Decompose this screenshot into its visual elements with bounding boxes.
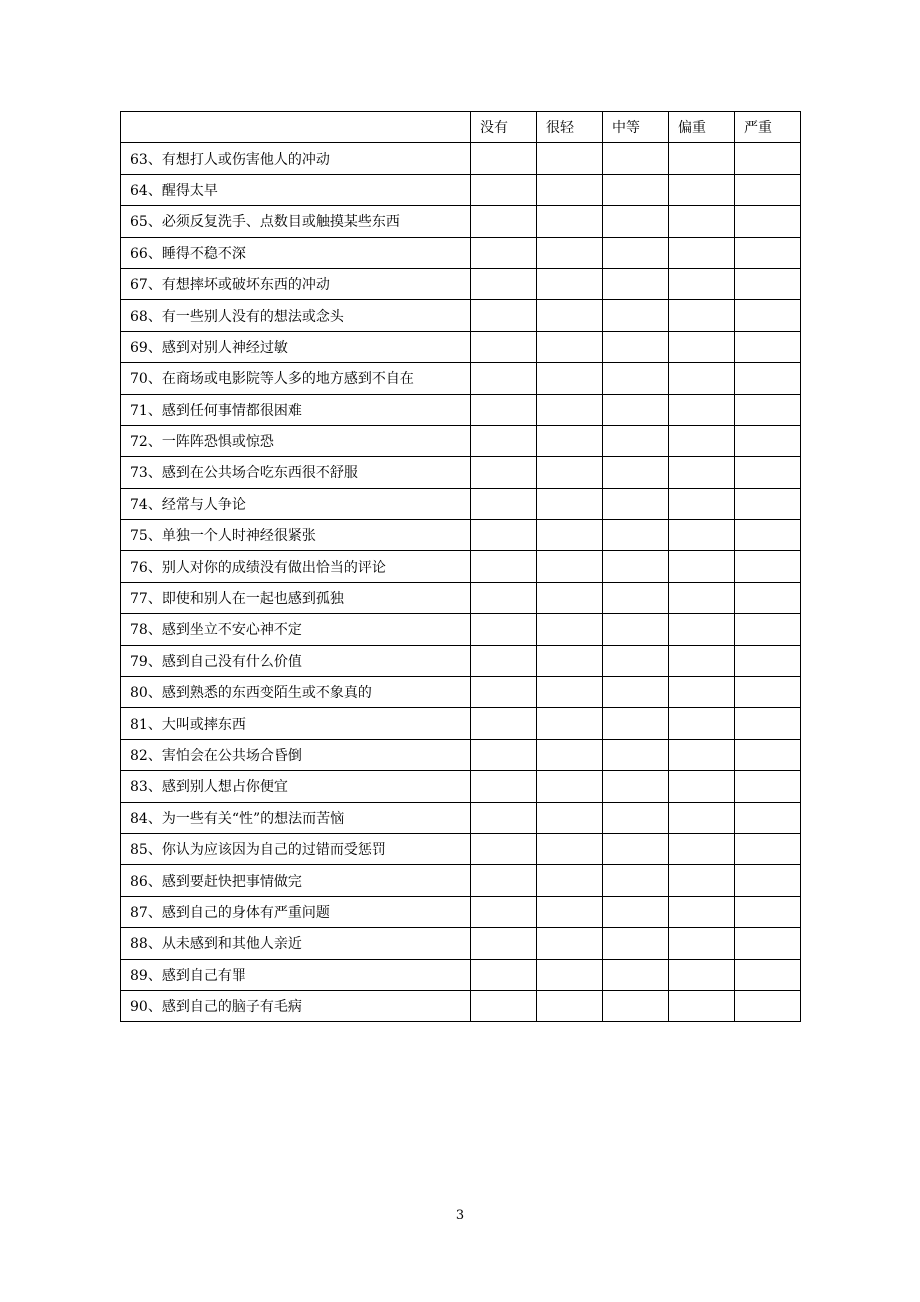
item-label: 63、有想打人或伤害他人的冲动	[121, 143, 471, 174]
rating-cell-mild[interactable]	[537, 268, 603, 299]
rating-cell-mild[interactable]	[537, 896, 603, 927]
rating-cell-none[interactable]	[471, 394, 537, 425]
rating-cell-none[interactable]	[471, 425, 537, 456]
page-number: 3	[455, 1208, 465, 1223]
rating-cell-moderate[interactable]	[603, 551, 669, 582]
rating-cell-mild[interactable]	[537, 237, 603, 268]
rating-cell-extreme[interactable]	[735, 300, 801, 331]
rating-cell-mild[interactable]	[537, 520, 603, 551]
item-label: 71、感到任何事情都很困难	[121, 394, 471, 425]
rating-cell-none[interactable]	[471, 802, 537, 833]
rating-cell-none[interactable]	[471, 300, 537, 331]
table-row	[121, 928, 801, 959]
rating-cell-extreme[interactable]	[735, 739, 801, 770]
rating-cell-mild[interactable]	[537, 551, 603, 582]
rating-cell-extreme[interactable]	[735, 645, 801, 676]
header-option-moderate: 中等	[603, 112, 669, 143]
item-label: 86、感到要赶快把事情做完	[121, 865, 471, 896]
rating-cell-none[interactable]	[471, 928, 537, 959]
rating-cell-extreme[interactable]	[735, 990, 801, 1021]
rating-cell-severe[interactable]	[669, 237, 735, 268]
rating-cell-moderate[interactable]	[603, 143, 669, 174]
item-label: 74、经常与人争论	[121, 488, 471, 519]
rating-cell-severe[interactable]	[669, 268, 735, 299]
rating-cell-moderate[interactable]	[603, 457, 669, 488]
rating-cell-none[interactable]	[471, 520, 537, 551]
rating-cell-severe[interactable]	[669, 928, 735, 959]
rating-cell-extreme[interactable]	[735, 425, 801, 456]
rating-cell-none[interactable]	[471, 896, 537, 927]
item-label: 64、醒得太早	[121, 174, 471, 205]
table-row	[121, 520, 801, 551]
table-row	[121, 582, 801, 613]
header-option-severe: 偏重	[669, 112, 735, 143]
rating-cell-mild[interactable]	[537, 614, 603, 645]
table-row	[121, 237, 801, 268]
rating-cell-severe[interactable]	[669, 488, 735, 519]
rating-cell-extreme[interactable]	[735, 865, 801, 896]
item-label: 79、感到自己没有什么价值	[121, 645, 471, 676]
item-label: 72、一阵阵恐惧或惊恐	[121, 425, 471, 456]
rating-cell-extreme[interactable]	[735, 896, 801, 927]
table-row	[121, 645, 801, 676]
table-row	[121, 394, 801, 425]
symptom-rating-table	[120, 111, 801, 1022]
rating-cell-mild[interactable]	[537, 394, 603, 425]
rating-cell-moderate[interactable]	[603, 425, 669, 456]
table-row	[121, 708, 801, 739]
table-row	[121, 206, 801, 237]
table-row	[121, 300, 801, 331]
rating-cell-none[interactable]	[471, 363, 537, 394]
rating-cell-mild[interactable]	[537, 677, 603, 708]
rating-cell-moderate[interactable]	[603, 237, 669, 268]
rating-cell-mild[interactable]	[537, 425, 603, 456]
rating-cell-extreme[interactable]	[735, 708, 801, 739]
rating-cell-severe[interactable]	[669, 677, 735, 708]
rating-cell-none[interactable]	[471, 206, 537, 237]
rating-cell-extreme[interactable]	[735, 457, 801, 488]
rating-cell-extreme[interactable]	[735, 237, 801, 268]
item-label: 83、感到别人想占你便宜	[121, 771, 471, 802]
item-label: 66、睡得不稳不深	[121, 237, 471, 268]
rating-cell-extreme[interactable]	[735, 268, 801, 299]
rating-cell-mild[interactable]	[537, 457, 603, 488]
rating-cell-extreme[interactable]	[735, 174, 801, 205]
rating-cell-mild[interactable]	[537, 331, 603, 362]
rating-cell-extreme[interactable]	[735, 551, 801, 582]
item-label: 90、感到自己的脑子有毛病	[121, 990, 471, 1021]
table-row	[121, 551, 801, 582]
rating-cell-moderate[interactable]	[603, 771, 669, 802]
rating-cell-moderate[interactable]	[603, 990, 669, 1021]
rating-cell-moderate[interactable]	[603, 833, 669, 864]
table-row	[121, 268, 801, 299]
item-label: 67、有想摔坏或破坏东西的冲动	[121, 268, 471, 299]
table-row	[121, 771, 801, 802]
rating-cell-none[interactable]	[471, 677, 537, 708]
table-row	[121, 331, 801, 362]
rating-cell-severe[interactable]	[669, 959, 735, 990]
item-label: 68、有一些别人没有的想法或念头	[121, 300, 471, 331]
rating-cell-extreme[interactable]	[735, 488, 801, 519]
header-option-none: 没有	[471, 112, 537, 143]
rating-cell-none[interactable]	[471, 237, 537, 268]
rating-cell-none[interactable]	[471, 959, 537, 990]
rating-cell-severe[interactable]	[669, 739, 735, 770]
rating-cell-moderate[interactable]	[603, 802, 669, 833]
rating-cell-mild[interactable]	[537, 363, 603, 394]
item-label: 77、即使和别人在一起也感到孤独	[121, 582, 471, 613]
rating-cell-moderate[interactable]	[603, 520, 669, 551]
rating-cell-moderate[interactable]	[603, 488, 669, 519]
rating-cell-extreme[interactable]	[735, 582, 801, 613]
table-row	[121, 739, 801, 770]
table-row	[121, 833, 801, 864]
table-row	[121, 896, 801, 927]
rating-cell-mild[interactable]	[537, 174, 603, 205]
table-row	[121, 677, 801, 708]
rating-cell-mild[interactable]	[537, 708, 603, 739]
rating-cell-none[interactable]	[471, 582, 537, 613]
rating-cell-moderate[interactable]	[603, 268, 669, 299]
rating-cell-moderate[interactable]	[603, 896, 669, 927]
rating-cell-none[interactable]	[471, 488, 537, 519]
rating-cell-moderate[interactable]	[603, 582, 669, 613]
rating-cell-moderate[interactable]	[603, 363, 669, 394]
rating-cell-mild[interactable]	[537, 582, 603, 613]
table-row	[121, 143, 801, 174]
rating-cell-moderate[interactable]	[603, 708, 669, 739]
rating-cell-mild[interactable]	[537, 802, 603, 833]
item-label: 85、你认为应该因为自己的过错而受惩罚	[121, 833, 471, 864]
table-row	[121, 865, 801, 896]
rating-cell-mild[interactable]	[537, 833, 603, 864]
rating-cell-none[interactable]	[471, 645, 537, 676]
rating-cell-severe[interactable]	[669, 394, 735, 425]
rating-cell-moderate[interactable]	[603, 300, 669, 331]
rating-cell-extreme[interactable]	[735, 143, 801, 174]
rating-cell-moderate[interactable]	[603, 614, 669, 645]
item-label: 76、别人对你的成绩没有做出恰当的评论	[121, 551, 471, 582]
rating-cell-none[interactable]	[471, 143, 537, 174]
table-row	[121, 488, 801, 519]
rating-cell-severe[interactable]	[669, 425, 735, 456]
rating-cell-severe[interactable]	[669, 896, 735, 927]
item-label: 70、在商场或电影院等人多的地方感到不自在	[121, 363, 471, 394]
rating-cell-moderate[interactable]	[603, 928, 669, 959]
rating-cell-none[interactable]	[471, 708, 537, 739]
rating-cell-severe[interactable]	[669, 771, 735, 802]
table-row	[121, 614, 801, 645]
rating-cell-mild[interactable]	[537, 928, 603, 959]
rating-cell-extreme[interactable]	[735, 206, 801, 237]
rating-cell-mild[interactable]	[537, 865, 603, 896]
item-label: 82、害怕会在公共场合昏倒	[121, 739, 471, 770]
rating-cell-none[interactable]	[471, 771, 537, 802]
rating-cell-severe[interactable]	[669, 520, 735, 551]
rating-cell-moderate[interactable]	[603, 331, 669, 362]
rating-cell-none[interactable]	[471, 331, 537, 362]
rating-cell-extreme[interactable]	[735, 833, 801, 864]
rating-cell-extreme[interactable]	[735, 802, 801, 833]
rating-cell-severe[interactable]	[669, 645, 735, 676]
table-row	[121, 425, 801, 456]
table-row	[121, 990, 801, 1021]
table-row	[121, 802, 801, 833]
rating-cell-severe[interactable]	[669, 802, 735, 833]
rating-cell-none[interactable]	[471, 457, 537, 488]
table-row	[121, 457, 801, 488]
rating-cell-moderate[interactable]	[603, 394, 669, 425]
rating-cell-moderate[interactable]	[603, 739, 669, 770]
item-label: 73、感到在公共场合吃东西很不舒服	[121, 457, 471, 488]
rating-cell-severe[interactable]	[669, 300, 735, 331]
item-label: 78、感到坐立不安心神不定	[121, 614, 471, 645]
rating-cell-mild[interactable]	[537, 959, 603, 990]
rating-cell-severe[interactable]	[669, 708, 735, 739]
rating-cell-extreme[interactable]	[735, 363, 801, 394]
rating-cell-none[interactable]	[471, 865, 537, 896]
rating-cell-severe[interactable]	[669, 582, 735, 613]
rating-cell-moderate[interactable]	[603, 206, 669, 237]
rating-cell-mild[interactable]	[537, 739, 603, 770]
item-label: 89、感到自己有罪	[121, 959, 471, 990]
rating-cell-extreme[interactable]	[735, 959, 801, 990]
rating-cell-severe[interactable]	[669, 833, 735, 864]
rating-cell-severe[interactable]	[669, 865, 735, 896]
table-row	[121, 959, 801, 990]
rating-cell-severe[interactable]	[669, 614, 735, 645]
item-label: 87、感到自己的身体有严重问题	[121, 896, 471, 927]
rating-cell-mild[interactable]	[537, 488, 603, 519]
rating-cell-severe[interactable]	[669, 174, 735, 205]
rating-cell-none[interactable]	[471, 268, 537, 299]
rating-cell-none[interactable]	[471, 174, 537, 205]
item-label: 80、感到熟悉的东西变陌生或不象真的	[121, 677, 471, 708]
table-body	[121, 143, 801, 1022]
rating-cell-moderate[interactable]	[603, 865, 669, 896]
item-label: 81、大叫或摔东西	[121, 708, 471, 739]
header-blank-cell	[121, 112, 471, 143]
table-row	[121, 363, 801, 394]
rating-cell-mild[interactable]	[537, 990, 603, 1021]
rating-cell-extreme[interactable]	[735, 677, 801, 708]
rating-cell-extreme[interactable]	[735, 928, 801, 959]
item-label: 84、为一些有关“性”的想法而苦恼	[121, 802, 471, 833]
rating-cell-extreme[interactable]	[735, 394, 801, 425]
table-row	[121, 174, 801, 205]
header-option-mild: 很轻	[537, 112, 603, 143]
rating-cell-severe[interactable]	[669, 457, 735, 488]
rating-cell-none[interactable]	[471, 833, 537, 864]
rating-cell-severe[interactable]	[669, 206, 735, 237]
rating-cell-extreme[interactable]	[735, 771, 801, 802]
rating-cell-mild[interactable]	[537, 143, 603, 174]
rating-cell-none[interactable]	[471, 551, 537, 582]
rating-cell-moderate[interactable]	[603, 645, 669, 676]
rating-cell-extreme[interactable]	[735, 331, 801, 362]
header-option-extreme: 严重	[735, 112, 801, 143]
rating-cell-none[interactable]	[471, 739, 537, 770]
rating-cell-none[interactable]	[471, 990, 537, 1021]
rating-cell-moderate[interactable]	[603, 677, 669, 708]
table-header-row	[121, 112, 801, 143]
item-label: 88、从未感到和其他人亲近	[121, 928, 471, 959]
rating-cell-mild[interactable]	[537, 206, 603, 237]
rating-cell-mild[interactable]	[537, 771, 603, 802]
rating-cell-none[interactable]	[471, 614, 537, 645]
item-label: 75、单独一个人时神经很紧张	[121, 520, 471, 551]
rating-cell-severe[interactable]	[669, 331, 735, 362]
rating-cell-severe[interactable]	[669, 551, 735, 582]
rating-cell-extreme[interactable]	[735, 614, 801, 645]
item-label: 65、必须反复洗手、点数目或触摸某些东西	[121, 206, 471, 237]
rating-cell-severe[interactable]	[669, 990, 735, 1021]
rating-cell-severe[interactable]	[669, 363, 735, 394]
rating-cell-moderate[interactable]	[603, 174, 669, 205]
item-label: 69、感到对别人神经过敏	[121, 331, 471, 362]
rating-cell-severe[interactable]	[669, 143, 735, 174]
rating-cell-mild[interactable]	[537, 645, 603, 676]
rating-cell-moderate[interactable]	[603, 959, 669, 990]
rating-cell-extreme[interactable]	[735, 520, 801, 551]
rating-cell-mild[interactable]	[537, 300, 603, 331]
